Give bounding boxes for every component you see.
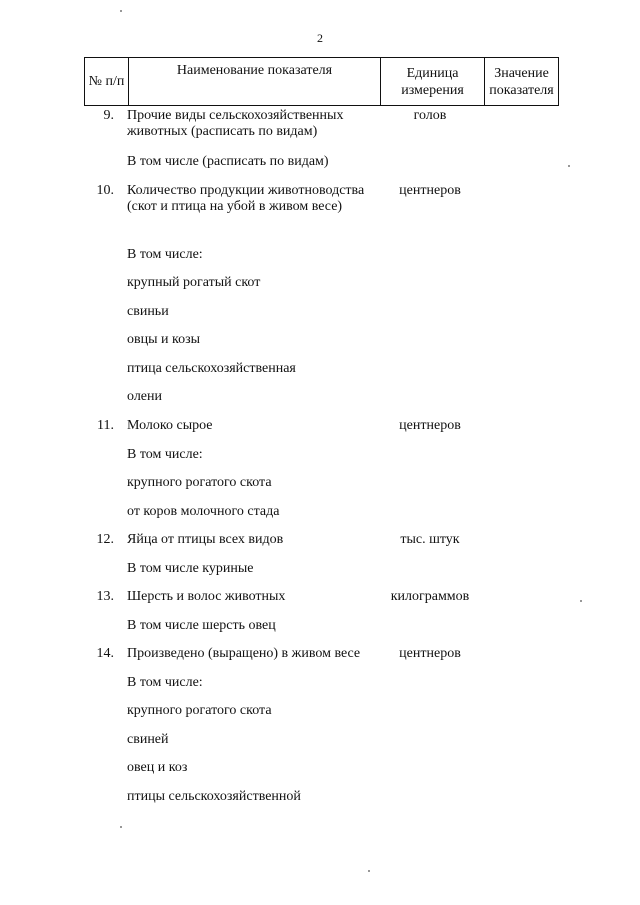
row-name: крупного рогатого скота (127, 703, 272, 718)
row-number: 12. (96, 532, 114, 547)
row-unit: центнеров (399, 646, 461, 661)
row-name: птицы сельскохозяйственной (127, 789, 301, 804)
row-unit: центнеров (399, 183, 461, 198)
scan-speck (120, 10, 122, 12)
row-name: от коров молочного стада (127, 504, 280, 519)
row-name: Яйца от птицы всех видов (127, 532, 284, 547)
row-name: В том числе: (127, 447, 203, 462)
row-name: Количество продукции животноводства (скот и птица на убой в живом весе) (127, 183, 365, 214)
scan-speck (368, 870, 370, 872)
header-value: Значение показателя (485, 58, 559, 106)
row-number: 13. (96, 589, 114, 604)
header-num: № п/п (85, 58, 129, 106)
row-unit: центнеров (399, 418, 461, 433)
row-name: В том числе (расписать по видам) (127, 154, 329, 169)
row-name: Произведено (выращено) в живом весе (127, 646, 361, 661)
row-name: В том числе шерсть овец (127, 618, 276, 633)
header-unit: Единица измерения (381, 58, 485, 106)
row-name: овец и коз (127, 760, 188, 775)
row-number: 14. (96, 646, 114, 661)
row-unit: килограммов (390, 589, 470, 604)
row-name: свиньи (127, 304, 169, 319)
row-name: Шерсть и волос животных (127, 589, 286, 604)
table-header (84, 57, 559, 106)
header-name: Наименование показателя (129, 58, 381, 106)
row-number: 10. (96, 183, 114, 198)
row-name: крупного рогатого скота (127, 475, 272, 490)
page-number: 2 (317, 31, 323, 45)
scan-speck (568, 165, 570, 167)
row-name: Прочие виды сельскохозяйственных животных (расписать по видам) (127, 108, 344, 139)
row-name: В том числе: (127, 675, 203, 690)
row-number: 11. (97, 418, 114, 433)
row-name: Молоко сырое (127, 418, 213, 433)
row-number: 9. (103, 108, 114, 123)
row-unit: тыс. штук (400, 532, 460, 547)
row-name: свиней (127, 732, 169, 747)
row-unit: голов (413, 108, 447, 123)
row-name: олени (127, 389, 162, 404)
row-name: птица сельскохозяйственная (127, 361, 296, 376)
row-name: овцы и козы (127, 332, 201, 347)
row-name: крупный рогатый скот (127, 275, 261, 290)
row-name: В том числе куриные (127, 561, 254, 576)
scan-speck (580, 600, 582, 602)
row-name: В том числе: (127, 247, 203, 262)
scan-speck (120, 826, 122, 828)
